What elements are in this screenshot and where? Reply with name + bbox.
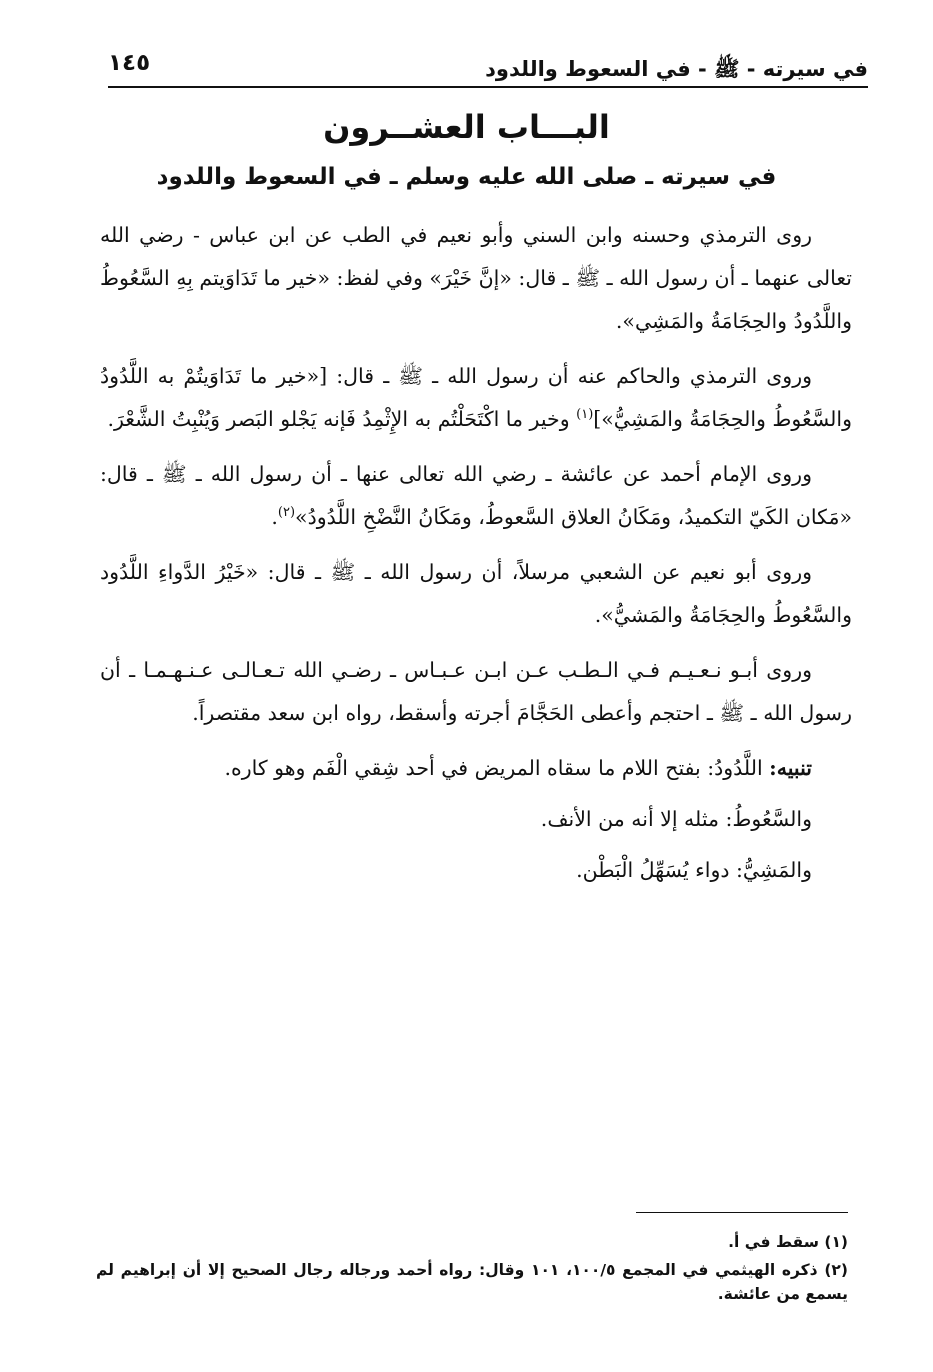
footnote: (١) سقط في أ. — [728, 1233, 848, 1251]
paragraph-text-continued: وخير ما اكْتَحَلْتُم به الإِثْمِدُ فَإنه يَجْلو البَصر وَيُنْبِتُ الشَّعْرَ. — [107, 407, 577, 431]
note-text: والمَشِيُّ: دواء يُسَهِّلُ الْبَطْن. — [576, 858, 812, 882]
paragraph-text: وروى الإمام أحمد عن عائشة ـ رضي الله تعالى عنها ـ أن رسول الله ـ ﷺ ـ قال: «مَكان الكَيّ التكميدُ، ومَكَانُ العلاق السَّعوطُ، ومَكَانُ النَّضْخِ اللَّدُودُ» — [100, 462, 852, 529]
footnote-divider — [636, 1212, 848, 1213]
footnote: (٢) ذكره الهيثمي في المجمع ١٠٠/٥، ١٠١ وقال: رواه أحمد ورجاله رجال الصحيح إلا أن إبراهيم لم يسمع من عائشة. — [96, 1261, 848, 1303]
paragraph-text: وروى الترمذي والحاكم عنه أن رسول الله ـ ﷺ ـ قال: [«خير ما تَدَاوَيتُمْ به اللَّدُودُ والسَّعُوطُ والحِجَامَةُ والمَشِيُّ»] — [100, 364, 852, 431]
paragraph — [100, 214, 852, 343]
footnote-ref: (١) — [576, 407, 594, 423]
chapter-subtitle: في سيرته ـ صلى الله عليه وسلم ـ في السعوط واللدود — [156, 164, 777, 190]
chapter-title: البـــاب العشــرون — [323, 108, 610, 146]
note-text: اللَّدُودُ: بفتح اللام ما سقاه المريض في أحد شِقي الْفَم وهو كاره. — [224, 756, 770, 780]
note-text: والسَّعُوطُ: مثله إلا أنه من الأنف. — [540, 807, 812, 831]
paragraph — [100, 453, 852, 539]
paragraph — [100, 649, 852, 735]
note-line — [100, 849, 852, 892]
note-line — [100, 798, 852, 841]
note-label: تنبيه: — [769, 756, 812, 780]
paragraph — [100, 355, 852, 441]
paragraph-text: وروى أبـو نـعـيـم فـي الـطـب عـن ابـن عـبـاس ـ رضـي الله تـعـالـى عـنـهـمـا ـ أن رسول الله ـ ﷺ ـ احتجم وأعطى الحَجَّامَ أجرته وأسقط، رواه ابن سعد مقتصراً. — [100, 658, 852, 725]
paragraph-text-continued: . — [271, 505, 278, 529]
note-line — [100, 747, 852, 790]
body-text — [100, 214, 852, 900]
paragraph-text: روى الترمذي وحسنه وابن السني وأبو نعيم في الطب عن ابن عباس - رضي الله تعالى عنهما ـ أن رسول الله ـ ﷺ ـ قال: «إنَّ خَيْرَ» وفي لفظ: «خير ما تَدَاوَيتم بِهِ السَّعُوطُ واللَّدُودُ والحِجَامَةُ والمَشِي». — [100, 223, 852, 333]
page-number: ١٤٥ — [108, 50, 151, 76]
running-title: في سيرته - ﷺ - في السعوط واللدود — [485, 57, 868, 81]
paragraph-text: وروى أبو نعيم عن الشعبي مرسلاً، أن رسول الله ـ ﷺ ـ قال: «خَيْرُ الدَّواءِ اللَّدُود والسَّعُوطُ والحِجَامَةُ والمَشيُّ». — [100, 560, 852, 627]
footnote-ref: (٢) — [277, 505, 296, 521]
running-header — [108, 50, 868, 88]
footnotes — [96, 1230, 848, 1310]
paragraph — [100, 551, 852, 637]
